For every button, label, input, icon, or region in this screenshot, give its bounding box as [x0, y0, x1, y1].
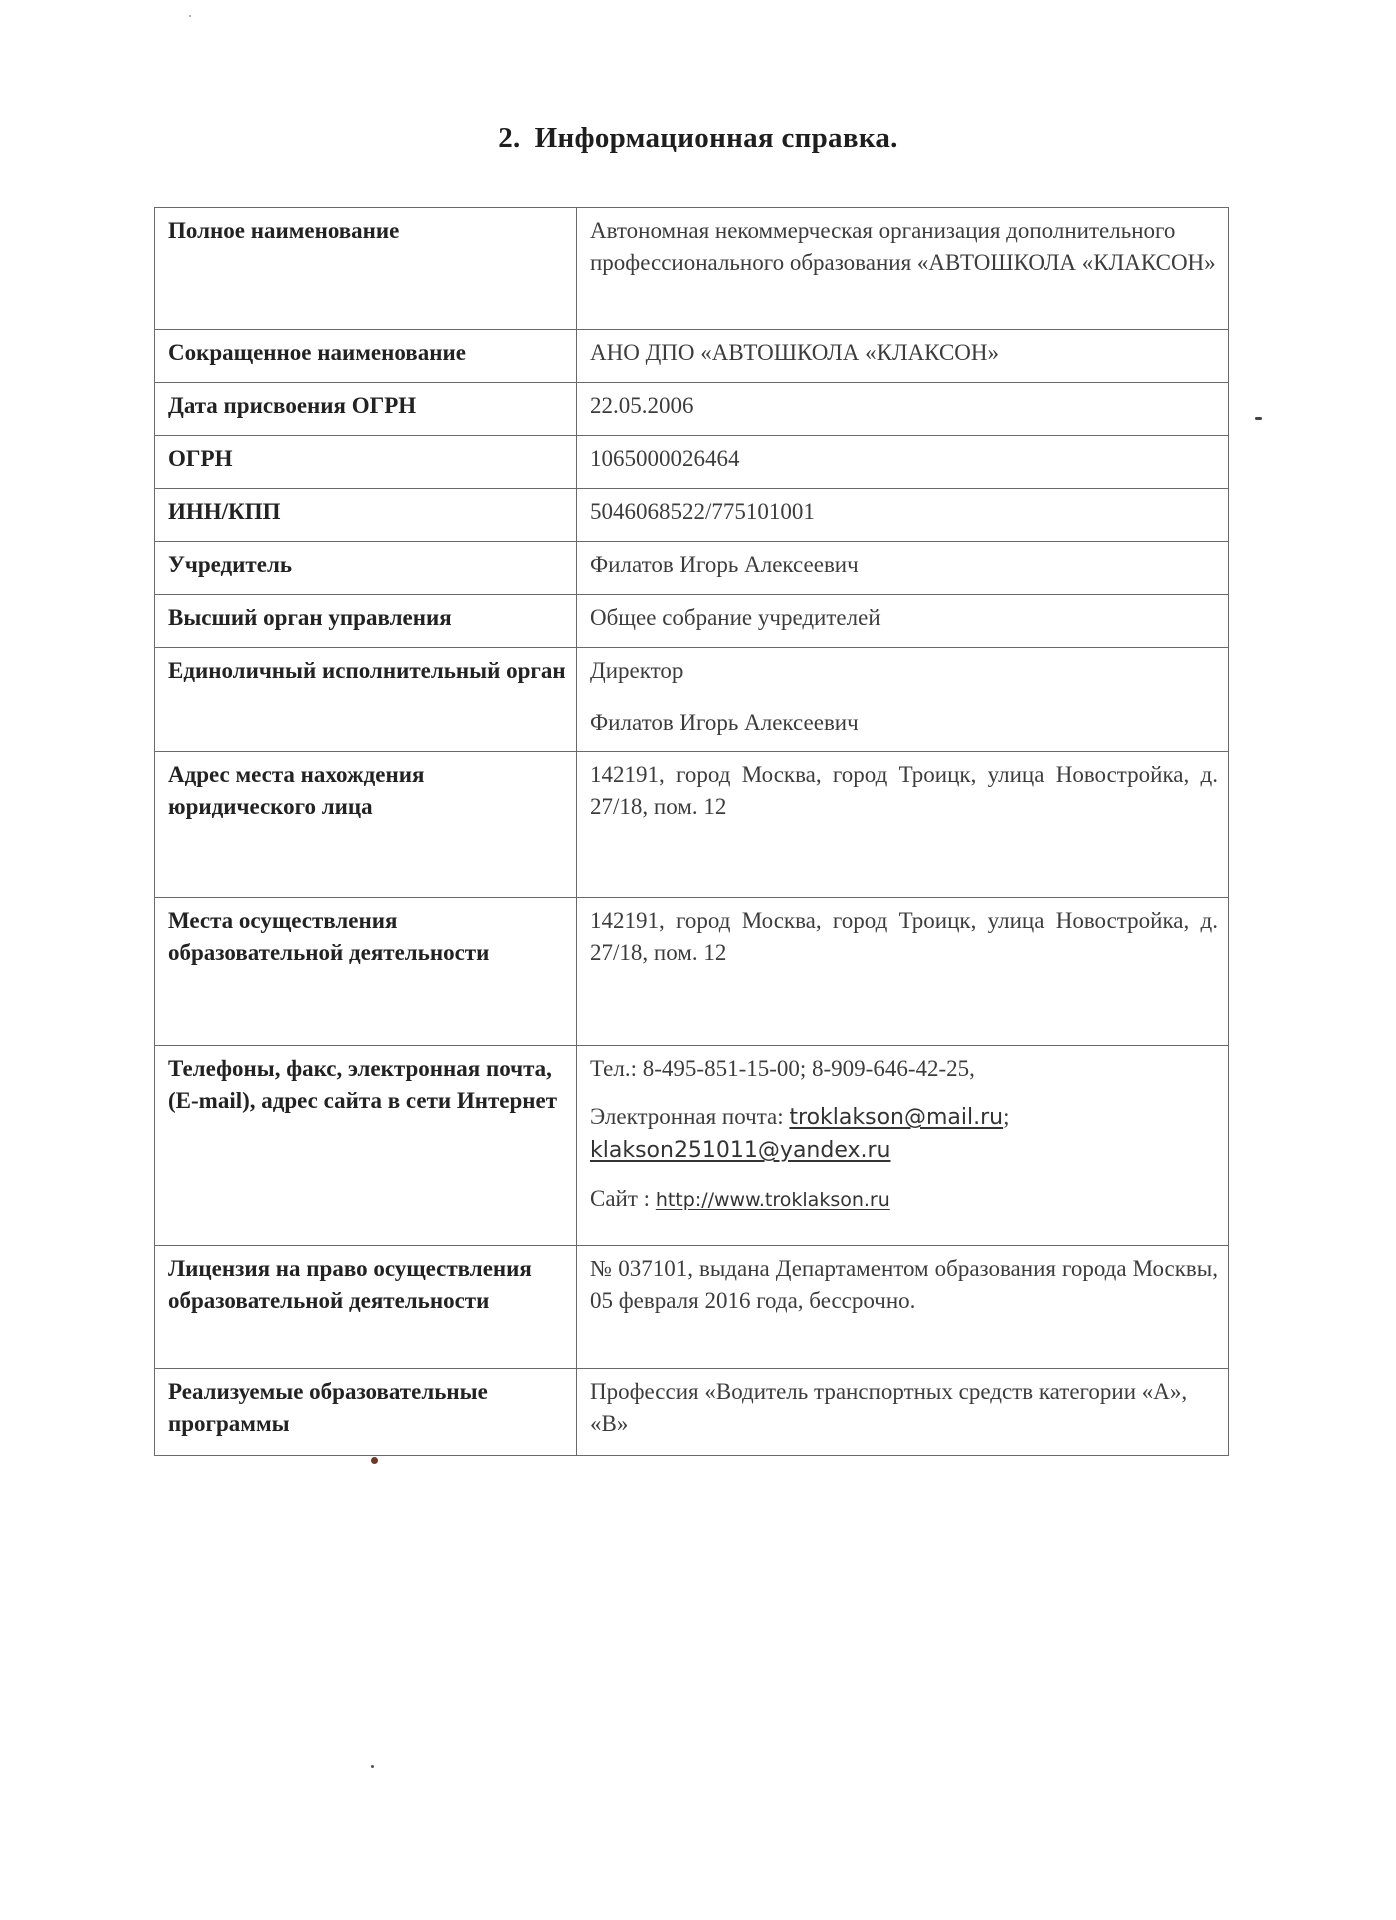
row-label: Реализуемые образовательные программы	[155, 1369, 577, 1456]
page-title	[0, 122, 1396, 155]
scan-speck	[371, 1457, 378, 1464]
table-row-ogrn-date	[155, 383, 1229, 436]
site-label: Сайт :	[590, 1186, 651, 1211]
table-row-inn-kpp	[155, 489, 1229, 542]
scan-speck	[1255, 417, 1262, 420]
row-label: Дата присвоения ОГРН	[155, 383, 577, 436]
scan-speck	[189, 15, 191, 17]
row-value: 5046068522/775101001	[577, 489, 1229, 542]
row-label: Учредитель	[155, 542, 577, 595]
row-label: ОГРН	[155, 436, 577, 489]
row-label: Адрес места нахождения юридического лица	[155, 752, 577, 898]
email-label: Электронная почта:	[590, 1104, 784, 1129]
table-row-founder	[155, 542, 1229, 595]
section-number: 2.	[498, 122, 521, 154]
row-value: № 037101, выдана Департаментом образования города Москвы, 05 февраля 2016 года, бессрочно.	[577, 1246, 1229, 1369]
row-label: ИНН/КПП	[155, 489, 577, 542]
table-row-programs	[155, 1369, 1229, 1456]
site-line	[590, 1183, 1218, 1216]
row-value: Общее собрание учредителей	[577, 595, 1229, 648]
table-row-ogrn	[155, 436, 1229, 489]
row-value: 142191, город Москва, город Троицк, улица Новостройка, д. 27/18, пом. 12	[577, 898, 1229, 1046]
executive-position: Директор	[590, 658, 684, 683]
phone-line: Тел.: 8-495-851-15-00; 8-909-646-42-25,	[590, 1056, 975, 1081]
row-label: Высший орган управления	[155, 595, 577, 648]
section-title: Информационная справка.	[534, 122, 898, 154]
row-value: 1065000026464	[577, 436, 1229, 489]
site-link[interactable]: http://www.troklakson.ru	[655, 1189, 890, 1211]
table-row-license	[155, 1246, 1229, 1369]
row-label: Сокращенное наименование	[155, 330, 577, 383]
email-link-mail[interactable]: troklakson@mail.ru	[789, 1105, 1004, 1130]
scan-speck	[371, 1765, 374, 1768]
table-row-short-name	[155, 330, 1229, 383]
row-label: Полное наименование	[155, 208, 577, 330]
row-value: Филатов Игорь Алексеевич	[577, 542, 1229, 595]
table-row-full-name	[155, 208, 1229, 330]
row-value: Профессия «Водитель транспортных средств категории «А», «В»	[577, 1369, 1229, 1456]
row-value	[577, 1046, 1229, 1246]
email-link-yandex[interactable]: klakson251011@yandex.ru	[590, 1138, 891, 1163]
row-value	[577, 648, 1229, 752]
row-label: Телефоны, факс, электронная почта, (E-mail), адрес сайта в сети Интернет	[155, 1046, 577, 1246]
table-row-executive	[155, 648, 1229, 752]
row-label: Единоличный исполнительный орган	[155, 648, 577, 752]
table-row-education-address	[155, 898, 1229, 1046]
email-separator: ;	[1003, 1104, 1010, 1129]
row-value: Автономная некоммерческая организация дополнительного профессионального образования «АВТОШКОЛА «КЛАКСОН»	[577, 208, 1229, 330]
table-row-contacts	[155, 1046, 1229, 1246]
table-row-legal-address	[155, 752, 1229, 898]
row-label: Места осуществления образовательной деятельности	[155, 898, 577, 1046]
table-row-governing-body	[155, 595, 1229, 648]
info-table	[154, 207, 1229, 1456]
row-value: АНО ДПО «АВТОШКОЛА «КЛАКСОН»	[577, 330, 1229, 383]
executive-name: Филатов Игорь Алексеевич	[590, 710, 859, 735]
row-label: Лицензия на право осуществления образовательной деятельности	[155, 1246, 577, 1369]
row-value: 142191, город Москва, город Троицк, улица Новостройка, д. 27/18, пом. 12	[577, 752, 1229, 898]
email-line	[590, 1101, 1218, 1167]
row-value: 22.05.2006	[577, 383, 1229, 436]
